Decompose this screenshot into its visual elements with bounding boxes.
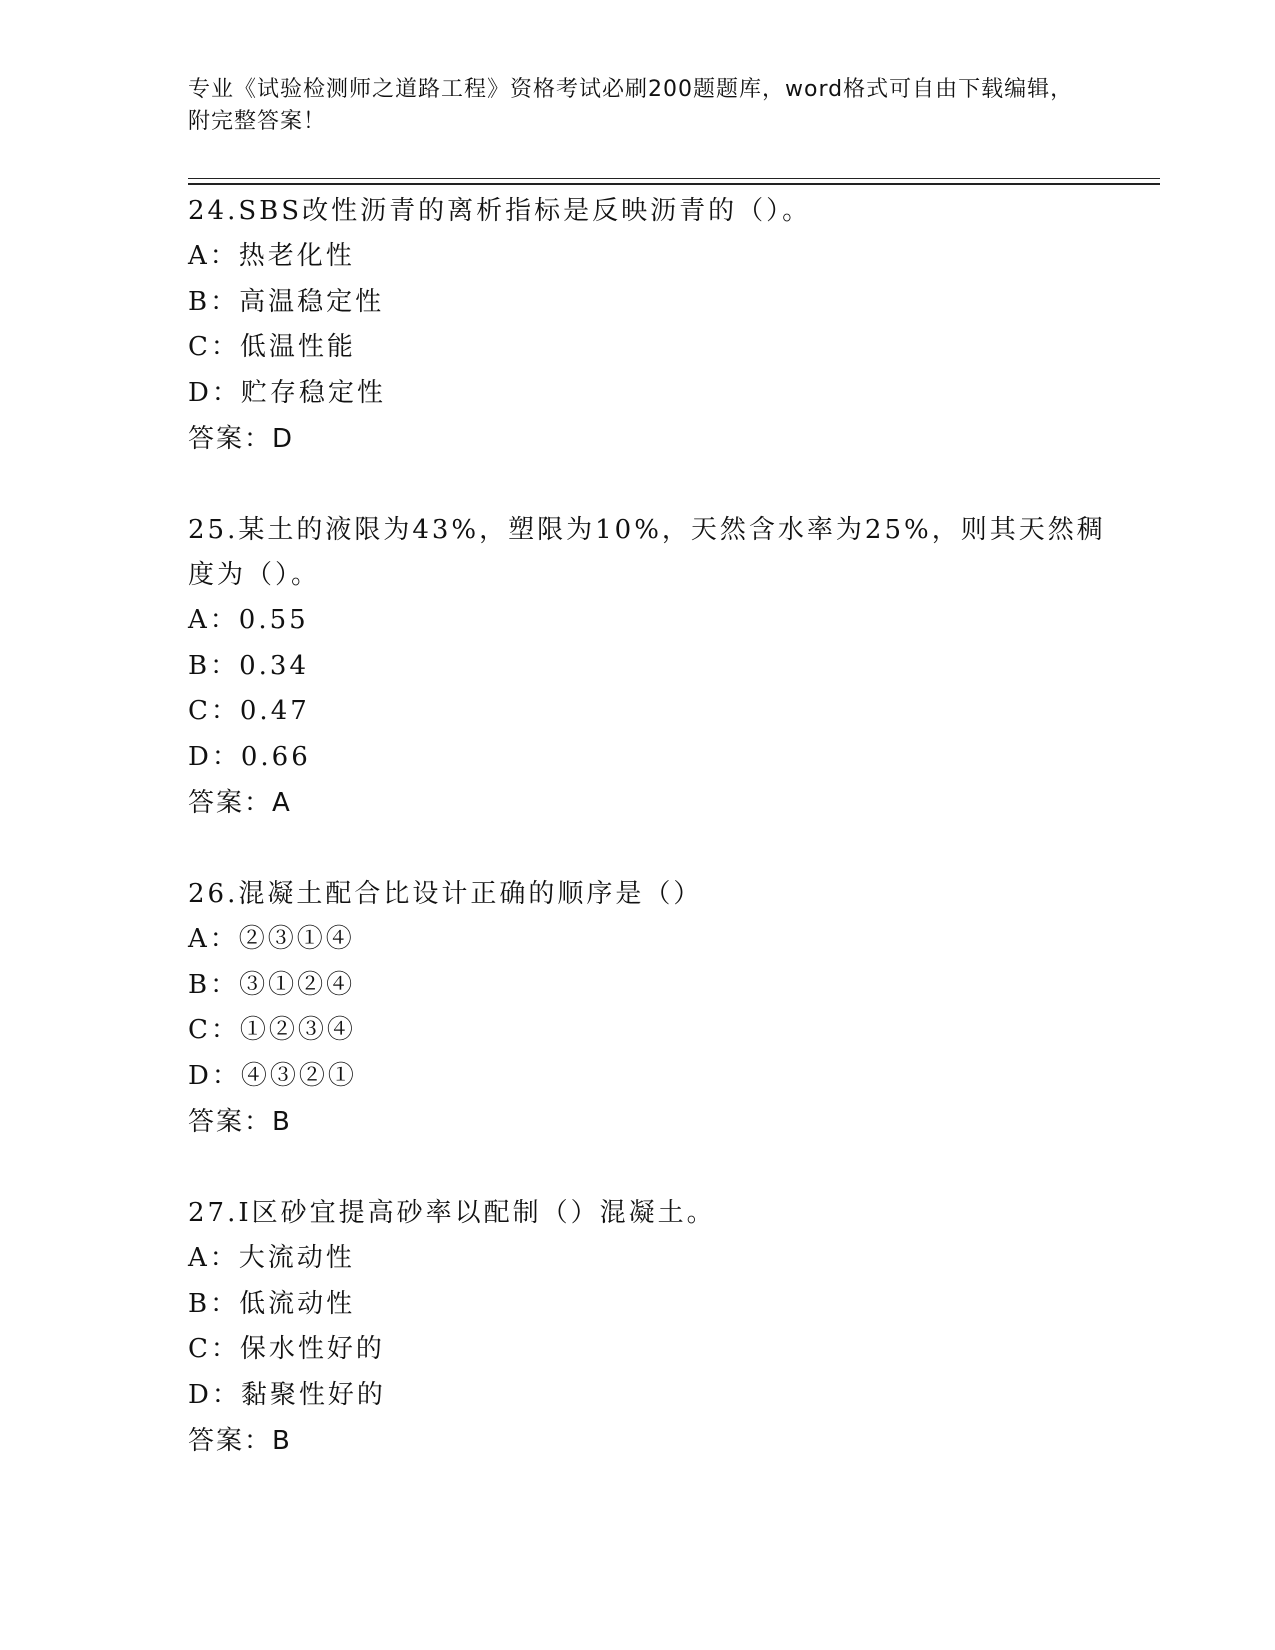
answer-label: 答案： <box>188 788 273 818</box>
option-d: D：黏聚性好的 <box>188 1379 386 1410</box>
question-25 <box>188 508 1108 826</box>
answer-line <box>188 1099 1108 1145</box>
answer-value: B <box>272 1426 290 1456</box>
header-divider-top <box>188 178 1160 179</box>
question-stem: 26.混凝土配合比设计正确的顺序是（） <box>188 879 703 909</box>
option-d: D：0.66 <box>188 741 311 772</box>
option-a: A：0.55 <box>188 605 309 635</box>
question-stem: 24.SBS改性沥青的离析指标是反映沥青的（）。 <box>188 196 812 226</box>
option-c: C：0.47 <box>188 696 310 726</box>
option-b: B：低流动性 <box>188 1288 356 1319</box>
header-divider-bottom <box>188 183 1160 185</box>
answer-label: 答案： <box>188 1107 273 1137</box>
option-c: C：低温性能 <box>188 332 356 362</box>
answer-line <box>188 416 1108 462</box>
answer-label: 答案： <box>188 1426 273 1456</box>
answer-value: A <box>272 788 290 818</box>
answer-label: 答案： <box>188 424 273 454</box>
answer-value: B <box>272 1107 290 1137</box>
question-27 <box>188 1191 1108 1464</box>
option-d: D：④③②① <box>188 1060 357 1091</box>
option-c: C：保水性好的 <box>188 1334 385 1364</box>
question-stem: 27.Ⅰ区砂宜提高砂率以配制（）混凝土。 <box>188 1198 716 1228</box>
option-b: B：0.34 <box>188 650 309 681</box>
answer-value: D <box>272 424 293 454</box>
question-26 <box>188 872 1108 1145</box>
question-24 <box>188 189 1108 462</box>
option-a: A：②③①④ <box>188 924 355 954</box>
option-c: C：①②③④ <box>188 1015 356 1045</box>
answer-line <box>188 780 1108 826</box>
option-b: B：高温稳定性 <box>188 286 385 317</box>
answer-line <box>188 1418 1108 1464</box>
option-b: B：③①②④ <box>188 969 356 1000</box>
option-d: D：贮存稳定性 <box>188 377 386 408</box>
option-a: A：热老化性 <box>188 241 355 271</box>
option-a: A：大流动性 <box>188 1243 355 1273</box>
question-stem: 25.某土的液限为43%，塑限为10%，天然含水率为25%，则其天然稠度为（）。 <box>188 515 1106 590</box>
document-header: 专业《试验检测师之道路工程》资格考试必刷200题题库，word格式可自由下载编辑，附完整答案！ <box>188 77 1074 134</box>
